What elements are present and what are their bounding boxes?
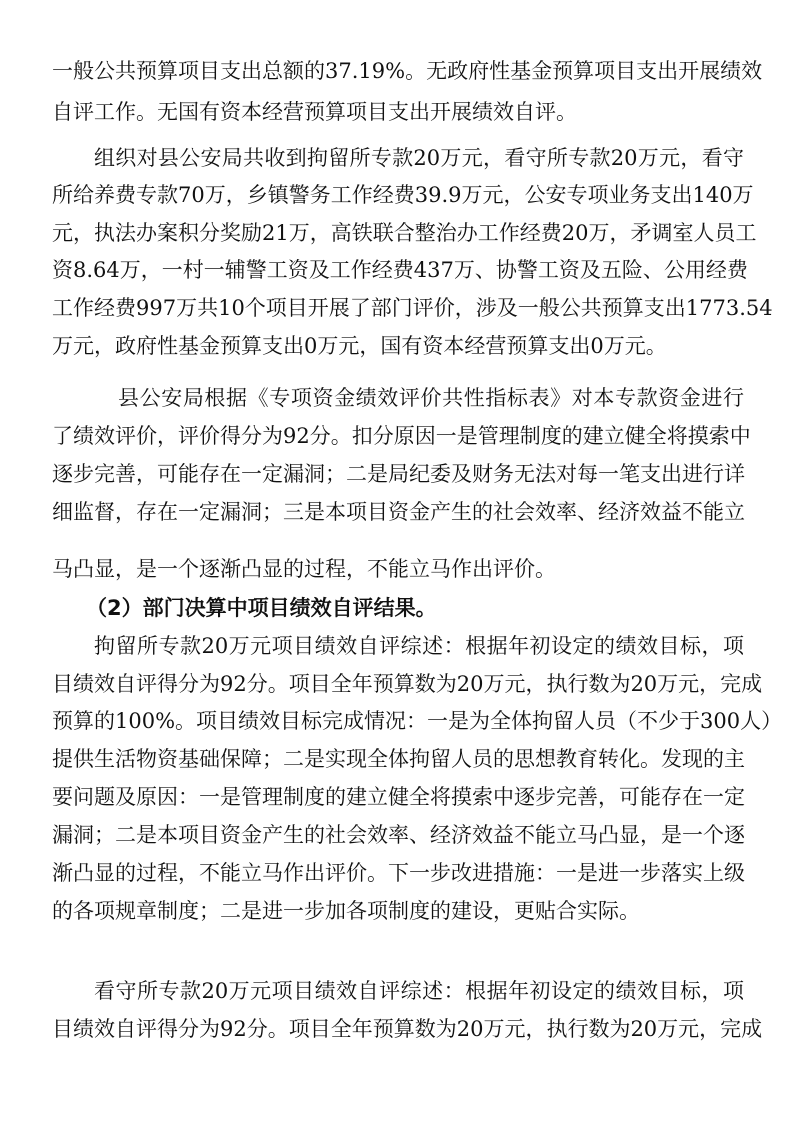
text-line: 县公安局根据《专项资金绩效评价共性指标表》对本专款资金进行 <box>118 386 744 410</box>
text-line: 细监督，存在一定漏洞；三是本项目资金产生的社会效率、经济效益不能立 <box>52 500 745 524</box>
section-heading: （2）部门决算中项目绩效自评结果。 <box>86 596 437 620</box>
text-line: 提供生活物资基础保障；二是实现全体拘留人员的思想教育转化。发现的主 <box>52 747 745 771</box>
text-line: 预算的100%。项目绩效目标完成情况：一是为全体拘留人员（不少于300人） <box>52 709 783 733</box>
text-line: 的各项规章制度；二是进一步加各项制度的建设，更贴合实际。 <box>52 899 640 923</box>
text-line: 组织对县公安局共收到拘留所专款20万元，看守所专款20万元，看守 <box>94 146 744 170</box>
text-line: 一般公共预算项目支出总额的37.19%。无政府性基金预算项目支出开展绩效 <box>52 59 763 83</box>
text-line: 拘留所专款20万元项目绩效自评综述：根据年初设定的绩效目标，项 <box>94 634 744 658</box>
text-line: 渐凸显的过程，不能立马作出评价。下一步改进措施：一是进一步落实上级 <box>52 861 745 885</box>
text-line: 要问题及原因：一是管理制度的建立健全将摸索中逐步完善，可能存在一定 <box>52 785 745 809</box>
text-line: 目绩效自评得分为92分。项目全年预算数为20万元，执行数为20万元，完成 <box>52 672 763 696</box>
text-line: 工作经费997万共10个项目开展了部门评价，涉及一般公共预算支出1773.54 <box>52 296 773 320</box>
text-line: 了绩效评价，评价得分为92分。扣分原因一是管理制度的建立健全将摸索中 <box>52 424 751 448</box>
text-line: 所给养费专款70万，乡镇警务工作经费39.9万元，公安专项业务支出140万 <box>52 183 754 207</box>
text-line: 目绩效自评得分为92分。项目全年预算数为20万元，执行数为20万元，完成 <box>52 1017 763 1041</box>
text-line: 逐步完善，可能存在一定漏洞；二是局纪委及财务无法对每一笔支出进行详 <box>52 462 745 486</box>
text-line: 马凸显，是一个逐渐凸显的过程，不能立马作出评价。 <box>52 557 556 581</box>
text-line: 漏洞；二是本项目资金产生的社会效率、经济效益不能立马凸显，是一个逐 <box>52 823 745 847</box>
text-line: 资8.64万，一村一辅警工资及工作经费437万、协警工资及五险、公用经费 <box>52 258 748 282</box>
text-line: 元，执法办案积分奖励21万，高铁联合整治办工作经费20万，矛调室人员工 <box>52 221 757 245</box>
text-line: 万元，政府性基金预算支出0万元，国有资本经营预算支出0万元。 <box>52 334 667 358</box>
text-line: 自评工作。无国有资本经营预算项目支出开展绩效自评。 <box>52 100 577 124</box>
text-line: 看守所专款20万元项目绩效自评综述：根据年初设定的绩效目标，项 <box>94 979 744 1003</box>
